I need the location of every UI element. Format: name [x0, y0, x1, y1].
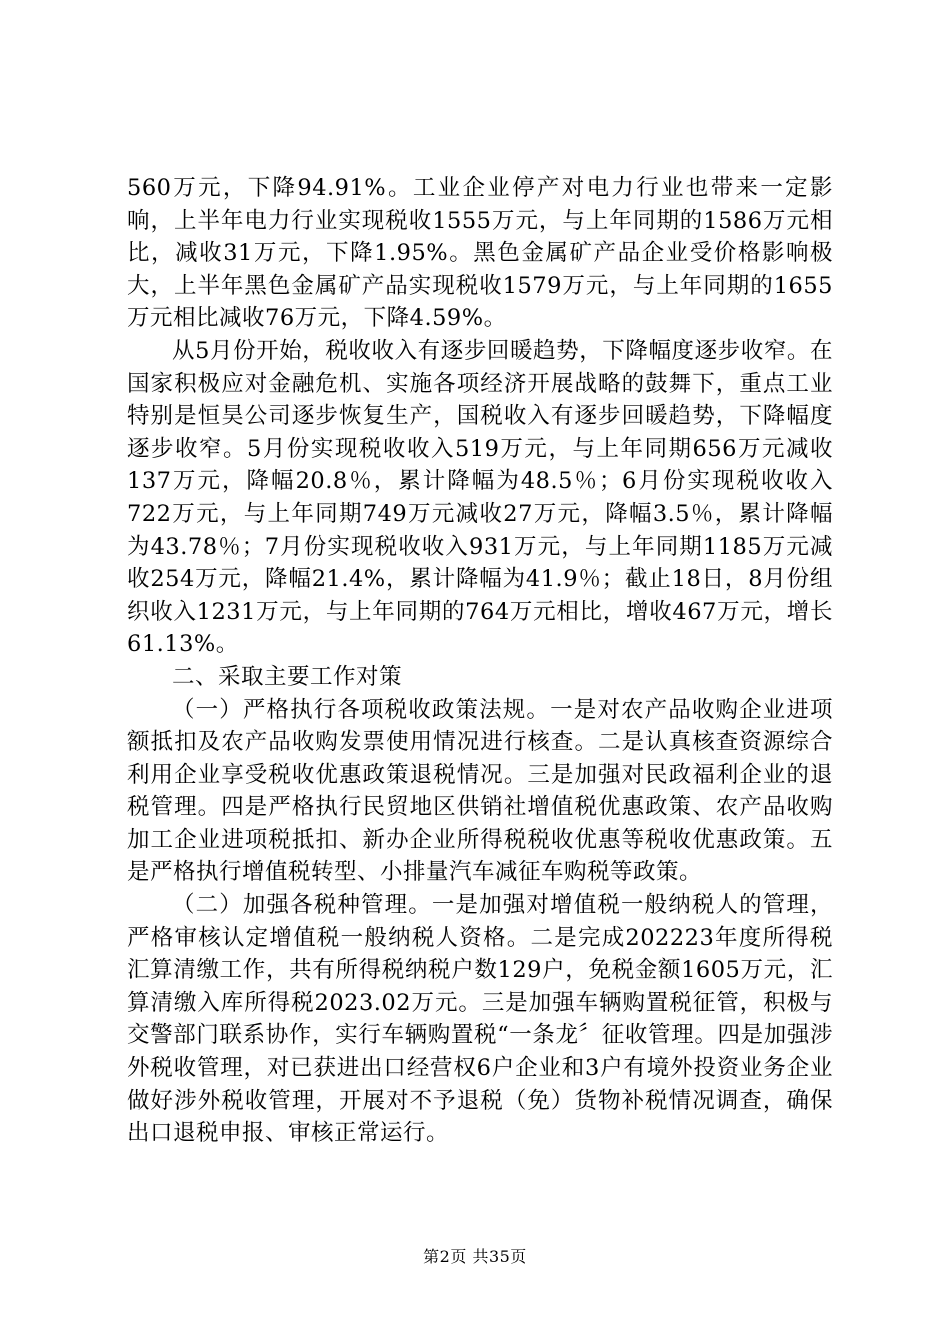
paragraph-tax-policy: （一）严格执行各项税收政策法规。一是对农产品收购企业进项额抵扣及农产品收购发票使用情况进行核查。二是认真核查资源综合利用企业享受税收优惠政策退税情况。三是加强对民政福利企业的退税管理。四是严格执行民贸地区供销社增值税优惠政策、农产品收购加工企业进项税抵扣、新办企业所得税税收优惠等税收优惠政策。五是严格执行增值税转型、小排量汽车减征车购税等政策。	[127, 696, 833, 886]
paragraph-tax-management: （二）加强各税种管理。一是加强对增值税一般纳税人的管理，严格审核认定增值税一般纳税人资格。二是完成202223年度所得税汇算清缴工作，共有所得税纳税户数129户，免税金额1605万元，汇算清缴入库所得税2023.02万元。三是加强车辆购置税征管，积极与交警部门联系协作，实行车辆购置税“一条龙〞征收管理。四是加强涉外税收管理，对已获进出口经营权6户企业和3户有境外投资业务企业做好涉外税收管理，开展对不予退税（免）货物补税情况调查，确保出口退税申报、审核正常运行。	[127, 892, 833, 1147]
section-heading-countermeasures: 二、采取主要工作对策	[172, 663, 403, 690]
page-number-footer: 第2页 共35页	[423, 1247, 527, 1266]
paragraph-recovery-trend: 从5月份开始，税收收入有逐步回暖趋势，下降幅度逐步收窄。在国家积极应对金融危机、实施各项经济开展战略的鼓舞下，重点工业特别是恒昊公司逐步恢复生产，国税收入有逐步回暖趋势，下降幅度逐步收窄。5月份实现税收收入519万元，与上年同期656万元减收137万元，降幅20.8％，累计降幅为48.5％；6月份实现税收收入722万元，与上年同期749万元减收27万元，降幅3.5％，累计降幅为43.78％；7月份实现税收收入931万元，与上年同期1185万元减收254万元，降幅21.4%，累计降幅为41.9％；截止18日，8月份组织收入1231万元，与上年同期的764万元相比，增收467万元，增长61.13%。	[127, 337, 833, 658]
document-body	[127, 172, 833, 1150]
paragraph-revenue-decline: 560万元，下降94.91%。工业企业停产对电力行业也带来一定影响，上半年电力行业实现税收1555万元，与上年同期的1586万元相比，减收31万元，下降1.95%。黑色金属矿产品企业受价格影响极大，上半年黑色金属矿产品实现税收1579万元，与上年同期的1655万元相比减收76万元，下降4.59%。	[127, 175, 833, 332]
